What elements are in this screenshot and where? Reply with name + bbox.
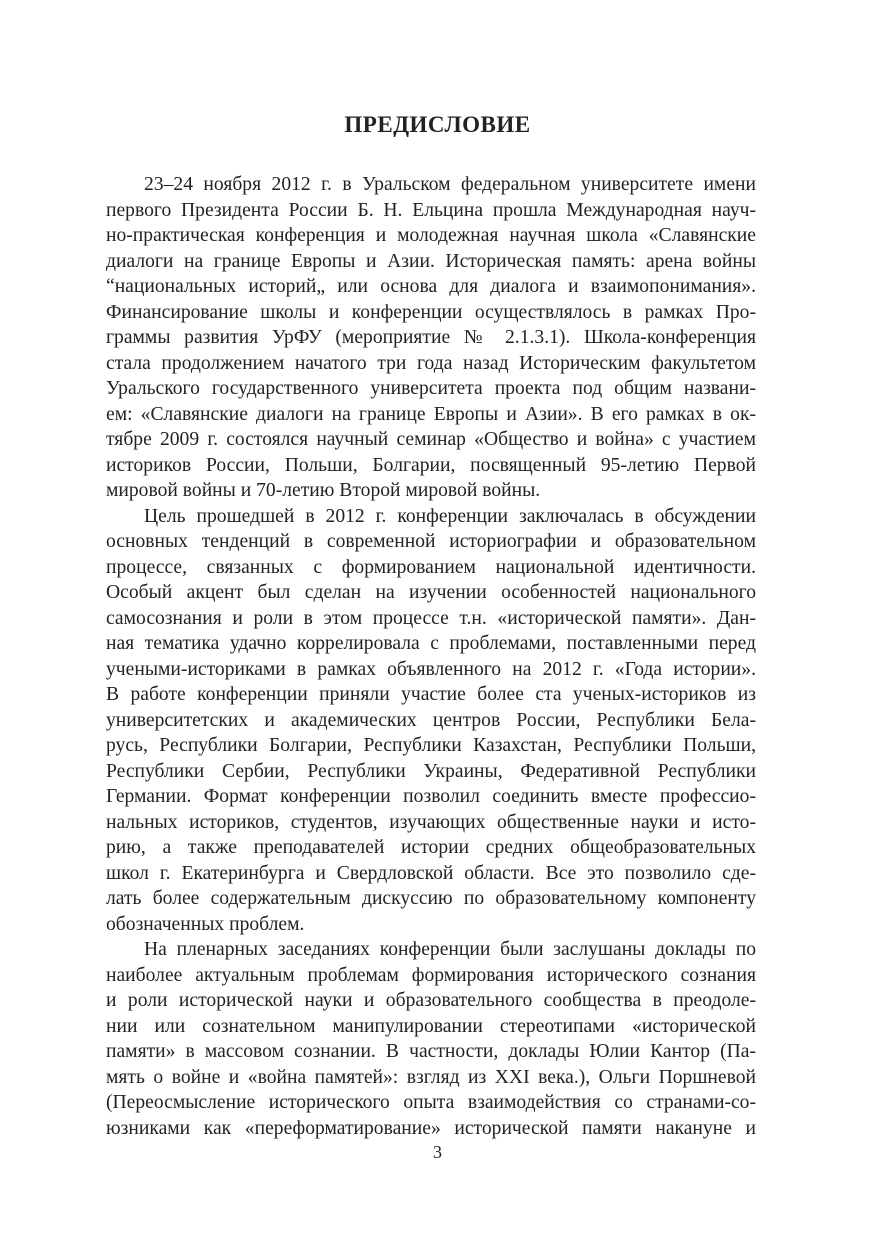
text-line: обозначенных проблем. <box>106 913 305 935</box>
text-line: школ г. Екатеринбурга и Свердловской области. Все это позволило сде- <box>106 862 756 884</box>
text-line: первого Президента России Б. Н. Ельцина прошла Международная науч- <box>106 199 756 221</box>
text-line: ная тематика удачно коррелировала с проблемами, поставленными перед <box>106 633 756 654</box>
text-line: историков России, Польши, Болгарии, посвященный 95-летию Первой <box>106 454 756 476</box>
text-line: Финансирование школы и конференции осуществлялось в рамках Про- <box>106 301 756 323</box>
text-line: тябре 2009 г. состоялся научный семинар «Общество и война» с участием <box>106 429 756 450</box>
text-line: мять о войне и «война памятей»: взгляд из XXI века.), Ольги Поршневой <box>106 1066 756 1088</box>
text-line: лать более содержательным дискуссию по образовательному компоненту <box>106 888 756 909</box>
text-line: Германии. Формат конференции позволил соединить вместе профессио- <box>106 786 756 807</box>
text-line: мировой войны и 70-летию Второй мировой войны. <box>106 480 541 501</box>
text-line: памяти» в массовом сознании. В частности, доклады Юлии Кантор (Па- <box>106 1041 756 1062</box>
text-line: В работе конференции приняли участие более ста ученых-историков из <box>106 684 756 705</box>
text-line: 23–24 ноября 2012 г. в Уральском федеральном университете имени <box>144 174 756 195</box>
text-line: университетских и академических центров России, Республики Бела- <box>106 709 756 731</box>
body-text <box>106 172 756 1141</box>
text-line: самосознания и роли в этом процессе т.н. «исторической памяти». Дан- <box>106 607 756 629</box>
text-line: На пленарных заседаниях конференции были заслушаны доклады по <box>144 939 756 960</box>
text-line: ем: «Славянские диалоги на границе Европы и Азии». В его рамках в ок- <box>106 403 756 425</box>
page-title: ПРЕДИСЛОВИЕ <box>344 112 531 137</box>
text-line: Особый акцент был сделан на изучении особенностей национального <box>106 582 756 603</box>
text-line: стала продолжением начатого три года назад Историческим факультетом <box>106 352 756 374</box>
text-line: процессе, связанных с формированием национальной идентичности. <box>106 556 756 578</box>
text-line: рию, а также преподавателей истории средних общеобразовательных <box>106 837 756 858</box>
text-line: Республики Сербии, Республики Украины, Федеративной Республики <box>106 760 756 782</box>
page-number: 3 <box>433 1142 442 1162</box>
text-line: Цель прошедшей в 2012 г. конференции заключалась в обсуждении <box>144 505 756 527</box>
text-line: диалоги на границе Европы и Азии. Историческая память: арена войны <box>106 250 756 272</box>
text-line: учеными-историками в рамках объявленного на 2012 г. «Года истории». <box>106 658 756 680</box>
text-line: Уральского государственного университета проекта под общим названи- <box>106 378 756 399</box>
text-line: русь, Республики Болгарии, Республики Казахстан, Республики Польши, <box>106 735 756 756</box>
text-line: юзниками как «переформатирование» исторической памяти накануне и <box>106 1117 756 1139</box>
text-line: “национальных историй„ или основа для диалога и взаимопонимания». <box>106 276 756 297</box>
text-line: и роли исторической науки и образовательного сообщества в преодоле- <box>106 990 756 1011</box>
text-line: (Переосмысление исторического опыта взаимодействия со странами-со- <box>106 1092 756 1113</box>
text-line: наиболее актуальным проблемам формирования исторического сознания <box>106 964 756 986</box>
text-line: но-практическая конференция и молодежная научная школа «Славянские <box>106 225 756 246</box>
text-line: нии или сознательном манипулировании стереотипами «исторической <box>106 1015 756 1037</box>
text-line: нальных историков, студентов, изучающих общественные науки и исто- <box>106 811 756 833</box>
text-line: основных тенденций в современной историографии и образовательном <box>106 531 756 552</box>
text-line: граммы развития УрФУ (мероприятие № 2.1.3.1). Школа-конференция <box>106 327 756 348</box>
